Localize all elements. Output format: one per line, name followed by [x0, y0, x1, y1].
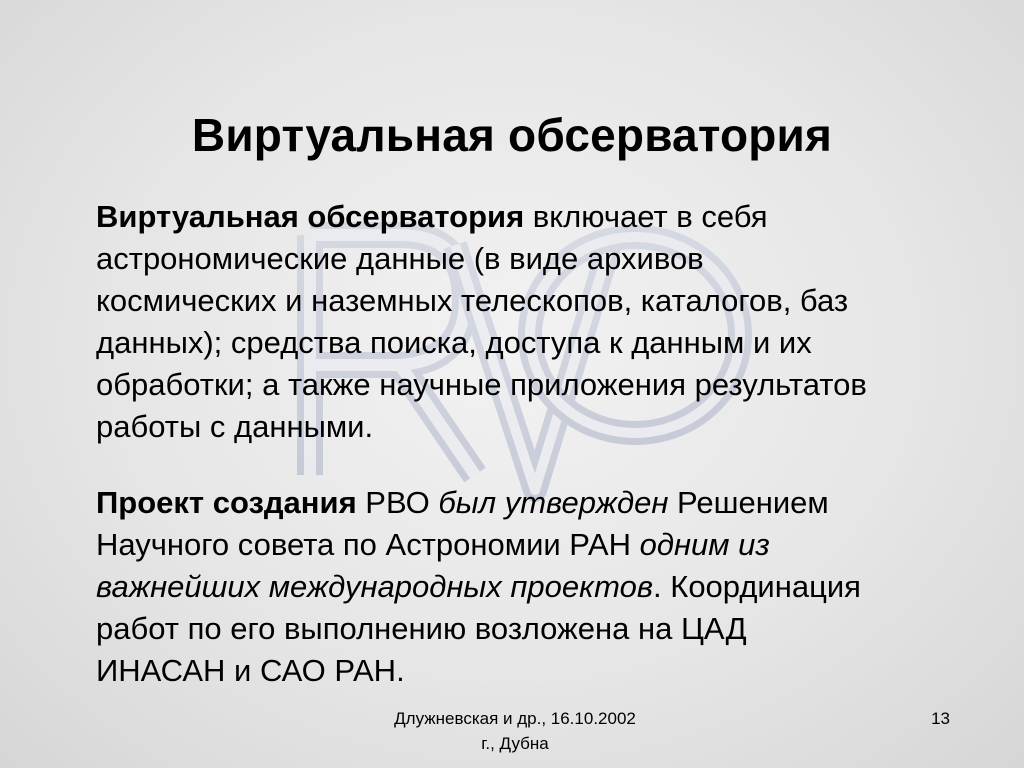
definition-text-line4: данных); средства поиска, доступа к данным и их — [96, 325, 812, 360]
definition-text-line2: астрономические данные (в виде архивов — [96, 241, 704, 276]
slide-number: 13 — [931, 709, 950, 728]
footer-author-line1: Длужневская и др., 16.10.2002 — [394, 709, 636, 728]
project-line3: . Координация — [653, 569, 861, 604]
definition-text-line6: работы с данными. — [96, 409, 374, 444]
paragraph-project — [96, 482, 966, 692]
footer-author-date — [360, 706, 670, 756]
project-line5: ИНАСАН и САО РАН. — [96, 653, 405, 688]
project-lead: Проект создания — [96, 485, 357, 520]
project-rvo: РВО — [356, 485, 439, 520]
definition-term: Виртуальная обсерватория — [96, 199, 525, 234]
project-approved: был утвержден — [438, 485, 669, 520]
slide-title: Виртуальная обсерватория — [191, 109, 833, 161]
project-line3-italic: важнейших международных проектов — [96, 569, 654, 604]
definition-text-line5: обработки; а также научные приложения результатов — [96, 367, 867, 402]
paragraph-definition — [96, 196, 966, 448]
project-line1-end: Решением — [668, 485, 829, 520]
definition-text-line3: космических и наземных телескопов, каталогов, баз — [96, 283, 849, 318]
project-line2-italic: одним из — [639, 527, 770, 562]
project-line2: Научного совета по Астрономии РАН — [96, 527, 640, 562]
project-line4: работ по его выполнению возложена на ЦАД — [96, 611, 747, 646]
footer-author-line2: г., Дубна — [481, 734, 549, 753]
definition-text-line1: включает в себя — [524, 199, 768, 234]
